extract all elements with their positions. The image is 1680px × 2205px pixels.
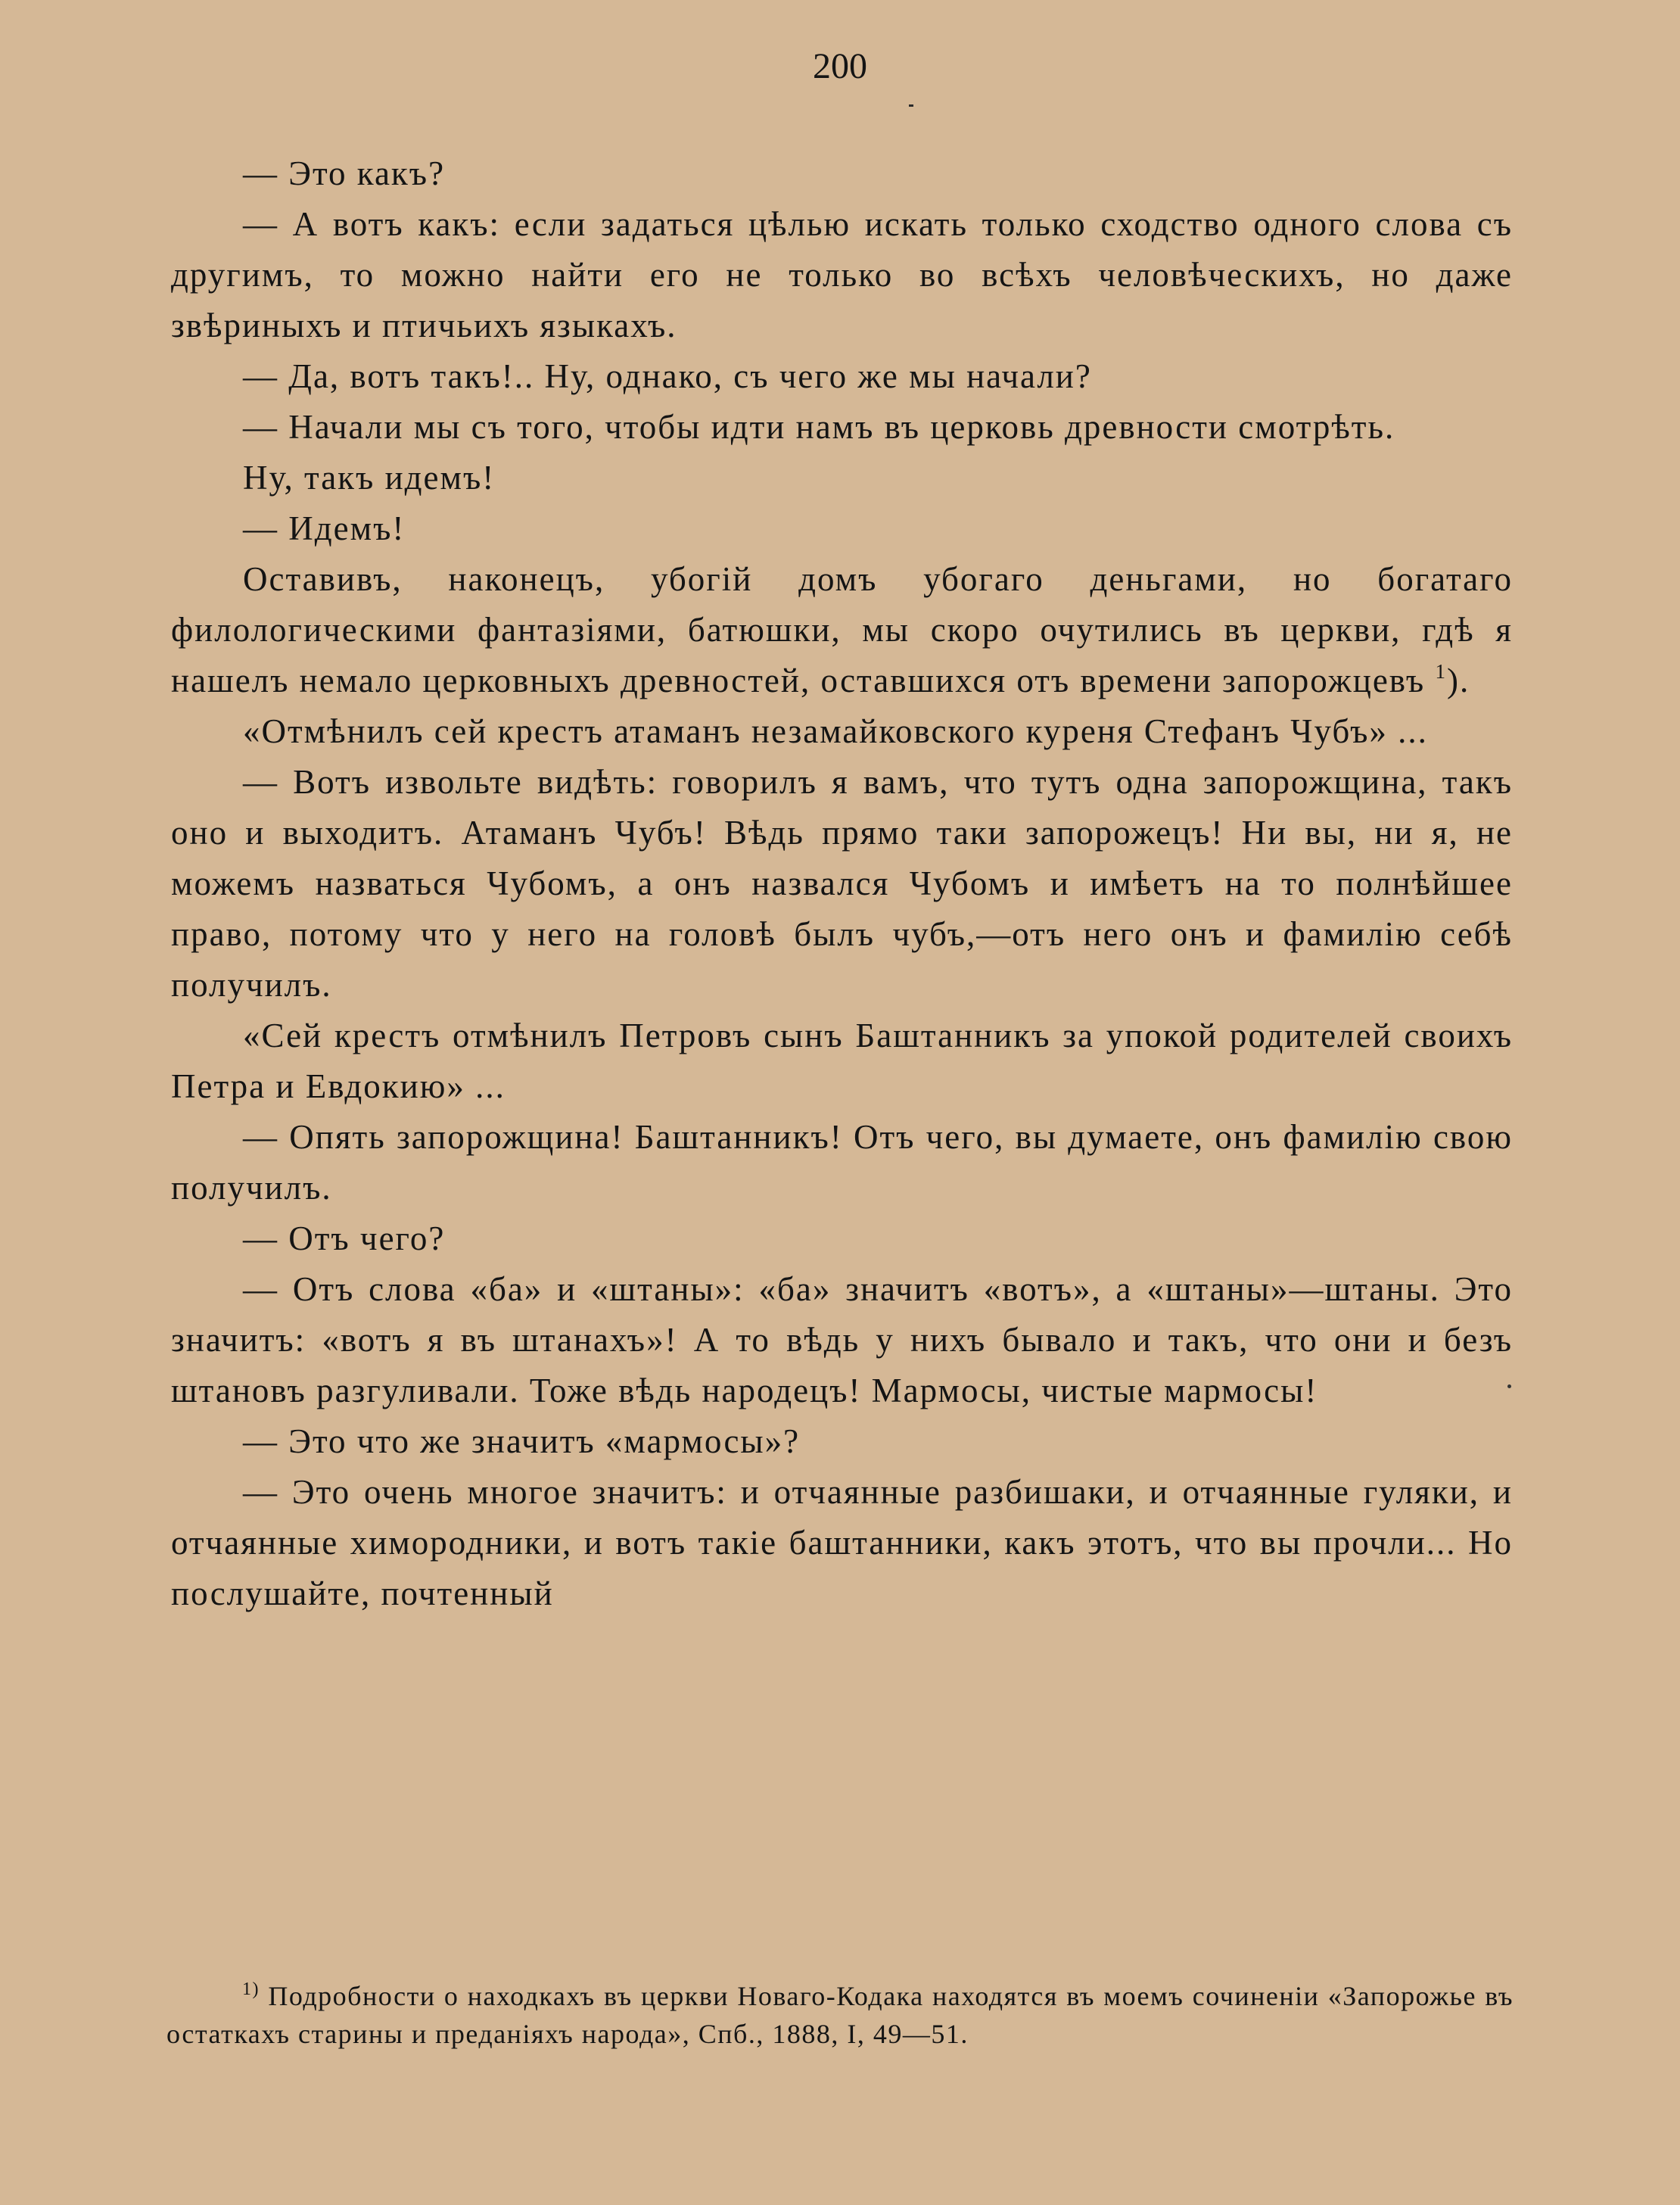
page-number-mark bbox=[909, 104, 913, 107]
paragraph: Ну, такъ идемъ! bbox=[243, 459, 496, 497]
paragraph: — Отъ чего? bbox=[243, 1219, 446, 1257]
paragraph: — Это очень многое значитъ: и отчаянные разбишаки, и отчаянные гуляки, и отчаянные химородники, и вотъ такіе баштанники, какъ этотъ, что вы прочли... Но послушайте, почтенный bbox=[171, 1473, 1513, 1612]
inscription-quote: «Сей крестъ отмѣнилъ Петровъ сынъ Баштанникъ за упокой родителей своихъ Петра и Евдокию» ... bbox=[171, 1017, 1513, 1105]
paragraph-tail: ). bbox=[1446, 662, 1470, 699]
footnote-text: Подробности о находкахъ въ церкви Новаго-Кодака находятся въ моемъ сочиненіи «Запорожье въ остаткахъ старины и преданіяхъ народа», Спб., 1888, I, 49—51. bbox=[166, 1981, 1514, 2049]
paragraph: — Вотъ извольте видѣть: говорилъ я вамъ, что тутъ одна запорожщина, такъ оно и выходитъ. Атаманъ Чубъ! Вѣдь прямо таки запорожецъ! Ни вы, ни я, не можемъ назваться Чубомъ, а онъ назвался Чубомъ и имѣетъ на то полнѣйшее право, потому что у него на головѣ былъ чубъ,—отъ него онъ и фамилію себѣ получилъ. bbox=[171, 763, 1513, 1004]
paragraph-text: Оставивъ, наконецъ, убогій домъ убогаго деньгами, но богатаго филологическими фантазіями, батюшки, мы скоро очутились въ церкви, гдѣ я нашелъ немало церковныхъ древностей, оставшихся отъ времени запорожцевъ bbox=[171, 560, 1513, 699]
paragraph: — Опять запорожщина! Баштанникъ! Отъ чего, вы думаете, онъ фамилію свою получилъ. bbox=[171, 1118, 1513, 1207]
footnote-reference: 1 bbox=[1435, 660, 1447, 683]
paragraph-with-footnote-ref bbox=[171, 554, 1513, 706]
paragraph: — Это что же значитъ «мармосы»? bbox=[243, 1422, 801, 1460]
paragraph: — Начали мы съ того, чтобы идти намъ въ церковь древности смотрѣть. bbox=[243, 408, 1395, 446]
paragraph: — Идемъ! bbox=[243, 509, 406, 547]
paragraph: — А вотъ какъ: если задаться цѣлью искать только сходство одного слова съ другимъ, то можно найти его не только во всѣхъ человѣческихъ, но даже звѣриныхъ и птичьихъ языкахъ. bbox=[171, 205, 1513, 344]
main-text bbox=[171, 148, 1513, 1619]
paragraph: — Да, вотъ такъ!.. Ну, однако, съ чего же мы начали? bbox=[243, 357, 1092, 395]
inscription-quote: «Отмѣнилъ сей крестъ атаманъ незамайковского куреня Стефанъ Чубъ» ... bbox=[243, 712, 1428, 750]
footnote bbox=[166, 1977, 1514, 2053]
stray-mark bbox=[1507, 1384, 1511, 1388]
footnote-marker: 1) bbox=[242, 1979, 260, 1999]
paragraph: — Это какъ? bbox=[243, 154, 446, 192]
page-number: 200 bbox=[813, 46, 867, 86]
paragraph: — Отъ слова «ба» и «штаны»: «ба» значитъ «вотъ», а «штаны»—штаны. Это значитъ: «вотъ я въ штанахъ»! А то вѣдь у нихъ бывало и такъ, что они и безъ штановъ разгуливали. Тоже вѣдь народецъ! Мармосы, чистые мармосы! bbox=[171, 1270, 1513, 1409]
